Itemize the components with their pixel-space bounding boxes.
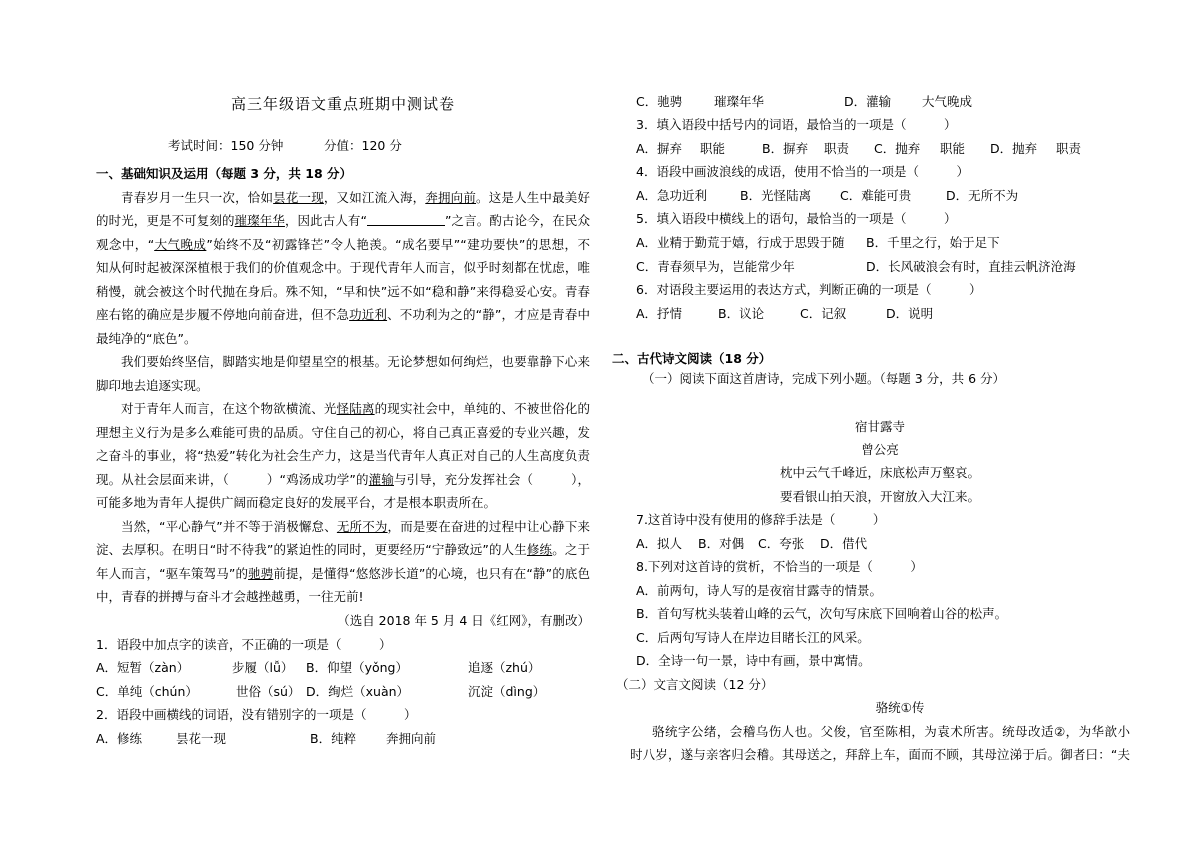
q3-option-d-2: 职责 [1056, 141, 1082, 156]
prose-title: 骆统①传 [875, 700, 925, 715]
q1-option-d-2: 沉淀（dìng） [468, 684, 546, 699]
poem-author: 曾公亮 [861, 442, 899, 457]
q5-options-row1 [630, 234, 1130, 252]
q2-options-row1 [96, 730, 590, 748]
q7-option-c: C．夸张 [758, 536, 805, 551]
q1-options-row1 [96, 659, 590, 677]
q7-option-a: A．拟人 [636, 536, 683, 551]
prose-line-1: 骆统字公绪，会稽乌伤人也。父俊，官至陈相，为袁术所害。统母改适②，为华歆小 [652, 724, 1130, 739]
q1-option-c-2: 世俗（sú） [236, 684, 301, 699]
q8-option-c: C．后两句写诗人在岸边目睹长江的风采。 [636, 630, 870, 645]
para1-line7: 最纯净的“底色”。 [96, 331, 197, 346]
q4-option-c: C．难能可贵 [840, 188, 912, 203]
subsection1-heading: （一）阅读下面这首唐诗，完成下列小题。（每题 3 分，共 6 分） [642, 371, 1006, 386]
q1-option-b: B．仰望（yǒng） [306, 660, 408, 675]
q3-option-c: C．抛弃 [874, 141, 921, 156]
q3-option-d: D．抛弃 [990, 141, 1038, 156]
para1-line5: 稍慢，就会被这个时代抛在身后。殊不知，“早和快”远不如“稳和静”来得稳妥心安。青春 [96, 284, 590, 299]
question-2: 2．语段中画横线的词语，没有错别字的一项是（ ） [96, 707, 417, 722]
poem-title: 宿甘露寺 [854, 419, 905, 434]
q8-option-d: D．全诗一句一景，诗中有画，景中寓情。 [636, 653, 871, 668]
q1-option-a-2: 步履（lǚ） [232, 660, 294, 675]
para4-line2: 淀、去厚积。在明日“时不待我”的紧迫性的同时，更要经历“宁静致远”的人生修练。之于 [96, 542, 590, 557]
question-6: 6．对语段主要运用的表达方式，判断正确的一项是（ ） [636, 282, 982, 297]
para4-line1: 当然，“平心静气”并不等于消极懈怠、无所不为，而是要在奋进的过程中让心静下来 [121, 519, 590, 534]
q1-option-c: C．单纯（chún） [96, 684, 198, 699]
para1-line3: 观念中，“大气晚成”始终不及“初露锋芒”令人艳羡。“成名要早”“建功要快”的思想，不 [96, 237, 590, 252]
para1-line1: 青春岁月一生只一次，恰如昙花一现，又如江流入海，奔拥向前。这是人生中最美好 [121, 190, 590, 205]
exam-time: 考试时间：150 分钟 [168, 138, 284, 153]
q1-option-a: A．短暂（zàn） [96, 660, 190, 675]
q2-option-c-2: 璀璨年华 [714, 94, 765, 109]
q2-option-a-2: 昙花一现 [176, 731, 227, 746]
para1-line6: 座右铭的确应是步履不停地向前奋进，但不急功近利、不功利为之的“静”，才应是青春中 [96, 307, 590, 322]
q8-option-b: B．首句写枕头装着山峰的云气，次句写床底下回响着山谷的松声。 [636, 606, 1008, 621]
question-8: 8.下列对这首诗的赏析，不恰当的一项是（ ） [636, 559, 923, 574]
para4-line3: 年人而言，“驱车策驾马”的驰骋前提，是懂得“悠悠涉长道”的心境，也只有在“静”的底色 [96, 566, 590, 581]
q2-option-a: A．修练 [96, 731, 143, 746]
q3-option-b: B．摒弃 [762, 141, 809, 156]
q5-options-row2 [630, 258, 1130, 276]
question-4: 4．语段中画波浪线的成语，使用不恰当的一项是（ ） [636, 164, 969, 179]
para3-line1: 对于青年人而言，在这个物欲横流、光怪陆离的现实社会中，单纯的、不被世俗化的 [121, 401, 590, 416]
question-3: 3．填入语段中括号内的词语，最恰当的一项是（ ） [636, 117, 957, 132]
section1-heading: 一、基础知识及运用（每题 3 分，共 18 分） [96, 166, 353, 181]
q7-option-d: D．借代 [820, 536, 868, 551]
q7-options [630, 535, 1130, 553]
q6-option-a: A．抒情 [636, 306, 683, 321]
q4-option-b: B．光怪陆离 [740, 188, 812, 203]
question-1: 1．语段中加点字的读音，不正确的一项是（ ） [96, 637, 392, 652]
para2-line2: 脚印地去追逐实现。 [96, 378, 209, 393]
para3-line5: 可能多地为青年人提供广阔而稳定良好的发展平台，才是根本职责所在。 [96, 495, 497, 510]
q2-option-c: C．驰骋 [636, 94, 683, 109]
question-7: 7.这首诗中没有使用的修辞手法是（ ） [636, 512, 886, 527]
q3-option-a-2: 职能 [700, 141, 726, 156]
q6-option-b: B．议论 [718, 306, 765, 321]
q6-option-c: C．记叙 [800, 306, 847, 321]
para3-line4: 现。从社会层面来讲，（ ）“鸡汤成功学”的灌输与引导，充分发挥社会（ ）， [96, 472, 590, 487]
fill-blank [367, 213, 445, 226]
q2-option-b-2: 奔拥向前 [386, 731, 437, 746]
q1-options-row2 [96, 683, 590, 701]
q4-option-a: A．急功近利 [636, 188, 708, 203]
q3-option-b-2: 职责 [824, 141, 850, 156]
q7-option-b: B．对偶 [698, 536, 745, 551]
q4-options [630, 187, 1130, 205]
q1-option-b-2: 追逐（zhú） [468, 660, 541, 675]
prose-line-2: 时八岁，遂与亲客归会稽。其母送之，拜辞上车，面而不顾，其母泣涕于后。御者曰：“夫 [630, 747, 1130, 762]
q6-options [630, 305, 1130, 323]
section2-heading: 二、古代诗文阅读（18 分） [612, 351, 772, 366]
para3-line3: 之奋斗的事业，将“热爱”转化为社会生产力，这是当代青年人真正对自己的人生高度负责 [96, 448, 590, 463]
q6-option-d: D．说明 [886, 306, 934, 321]
exam-info [96, 137, 590, 155]
q2-option-b: B．纯粹 [310, 731, 357, 746]
q2-option-d-2: 大气晚成 [922, 94, 973, 109]
q1-option-d: D．绚烂（xuàn） [306, 684, 410, 699]
q3-options [630, 140, 1130, 158]
page-title: 高三年级语文重点班期中测试卷 [230, 95, 455, 113]
question-5: 5．填入语段中横线上的语句，最恰当的一项是（ ） [636, 211, 957, 226]
q3-option-a: A．摒弃 [636, 141, 683, 156]
q3-option-c-2: 职能 [940, 141, 966, 156]
para4-line4: 中，青春的拼搏与奋斗才会越挫越勇，一往无前! [96, 589, 364, 604]
q8-option-a: A．前两句，诗人写的是夜宿甘露寺的情景。 [636, 583, 883, 598]
q5-option-d: D．长风破浪会有时，直挂云帆济沧海 [866, 259, 1076, 274]
poem-line-1: 枕中云气千峰近，床底松声万壑哀。 [779, 465, 980, 480]
passage-source: （选自 2018 年 5 月 4 日《红网》，有删改） [337, 613, 590, 628]
q2-options-row2 [630, 93, 1130, 111]
para1-line4: 知从何时起被深深植根于我们的价值观念中。于现代青年人而言，似乎时刻都在忧虑，唯 [96, 260, 590, 275]
para3-line2: 理想主义行为是多么难能可贵的品质。守住自己的初心，将自己真正喜爱的专业兴趣，发 [96, 425, 590, 440]
para1-line2: 的时光，更是不可复刻的璀璨年华，因此古人有“ ”之言。酌古论今，在民众 [96, 213, 590, 228]
q2-option-d: D．灌输 [844, 94, 892, 109]
subsection2-heading: （二）文言文阅读（12 分） [616, 677, 774, 692]
q5-option-a: A．业精于勤荒于嬉，行成于思毁于随 [636, 235, 845, 250]
para2-line1: 我们要始终坚信，脚踏实地是仰望星空的根基。无论梦想如何绚烂，也要靠静下心来 [121, 354, 590, 369]
poem-line-2: 要看银山拍天浪，开窗放入大江来。 [779, 489, 980, 504]
q5-option-c: C．青春须早为，岂能常少年 [636, 259, 795, 274]
exam-score: 分值：120 分 [324, 138, 402, 153]
q4-option-d: D．无所不为 [946, 188, 1019, 203]
q5-option-b: B．千里之行，始于足下 [866, 235, 1000, 250]
